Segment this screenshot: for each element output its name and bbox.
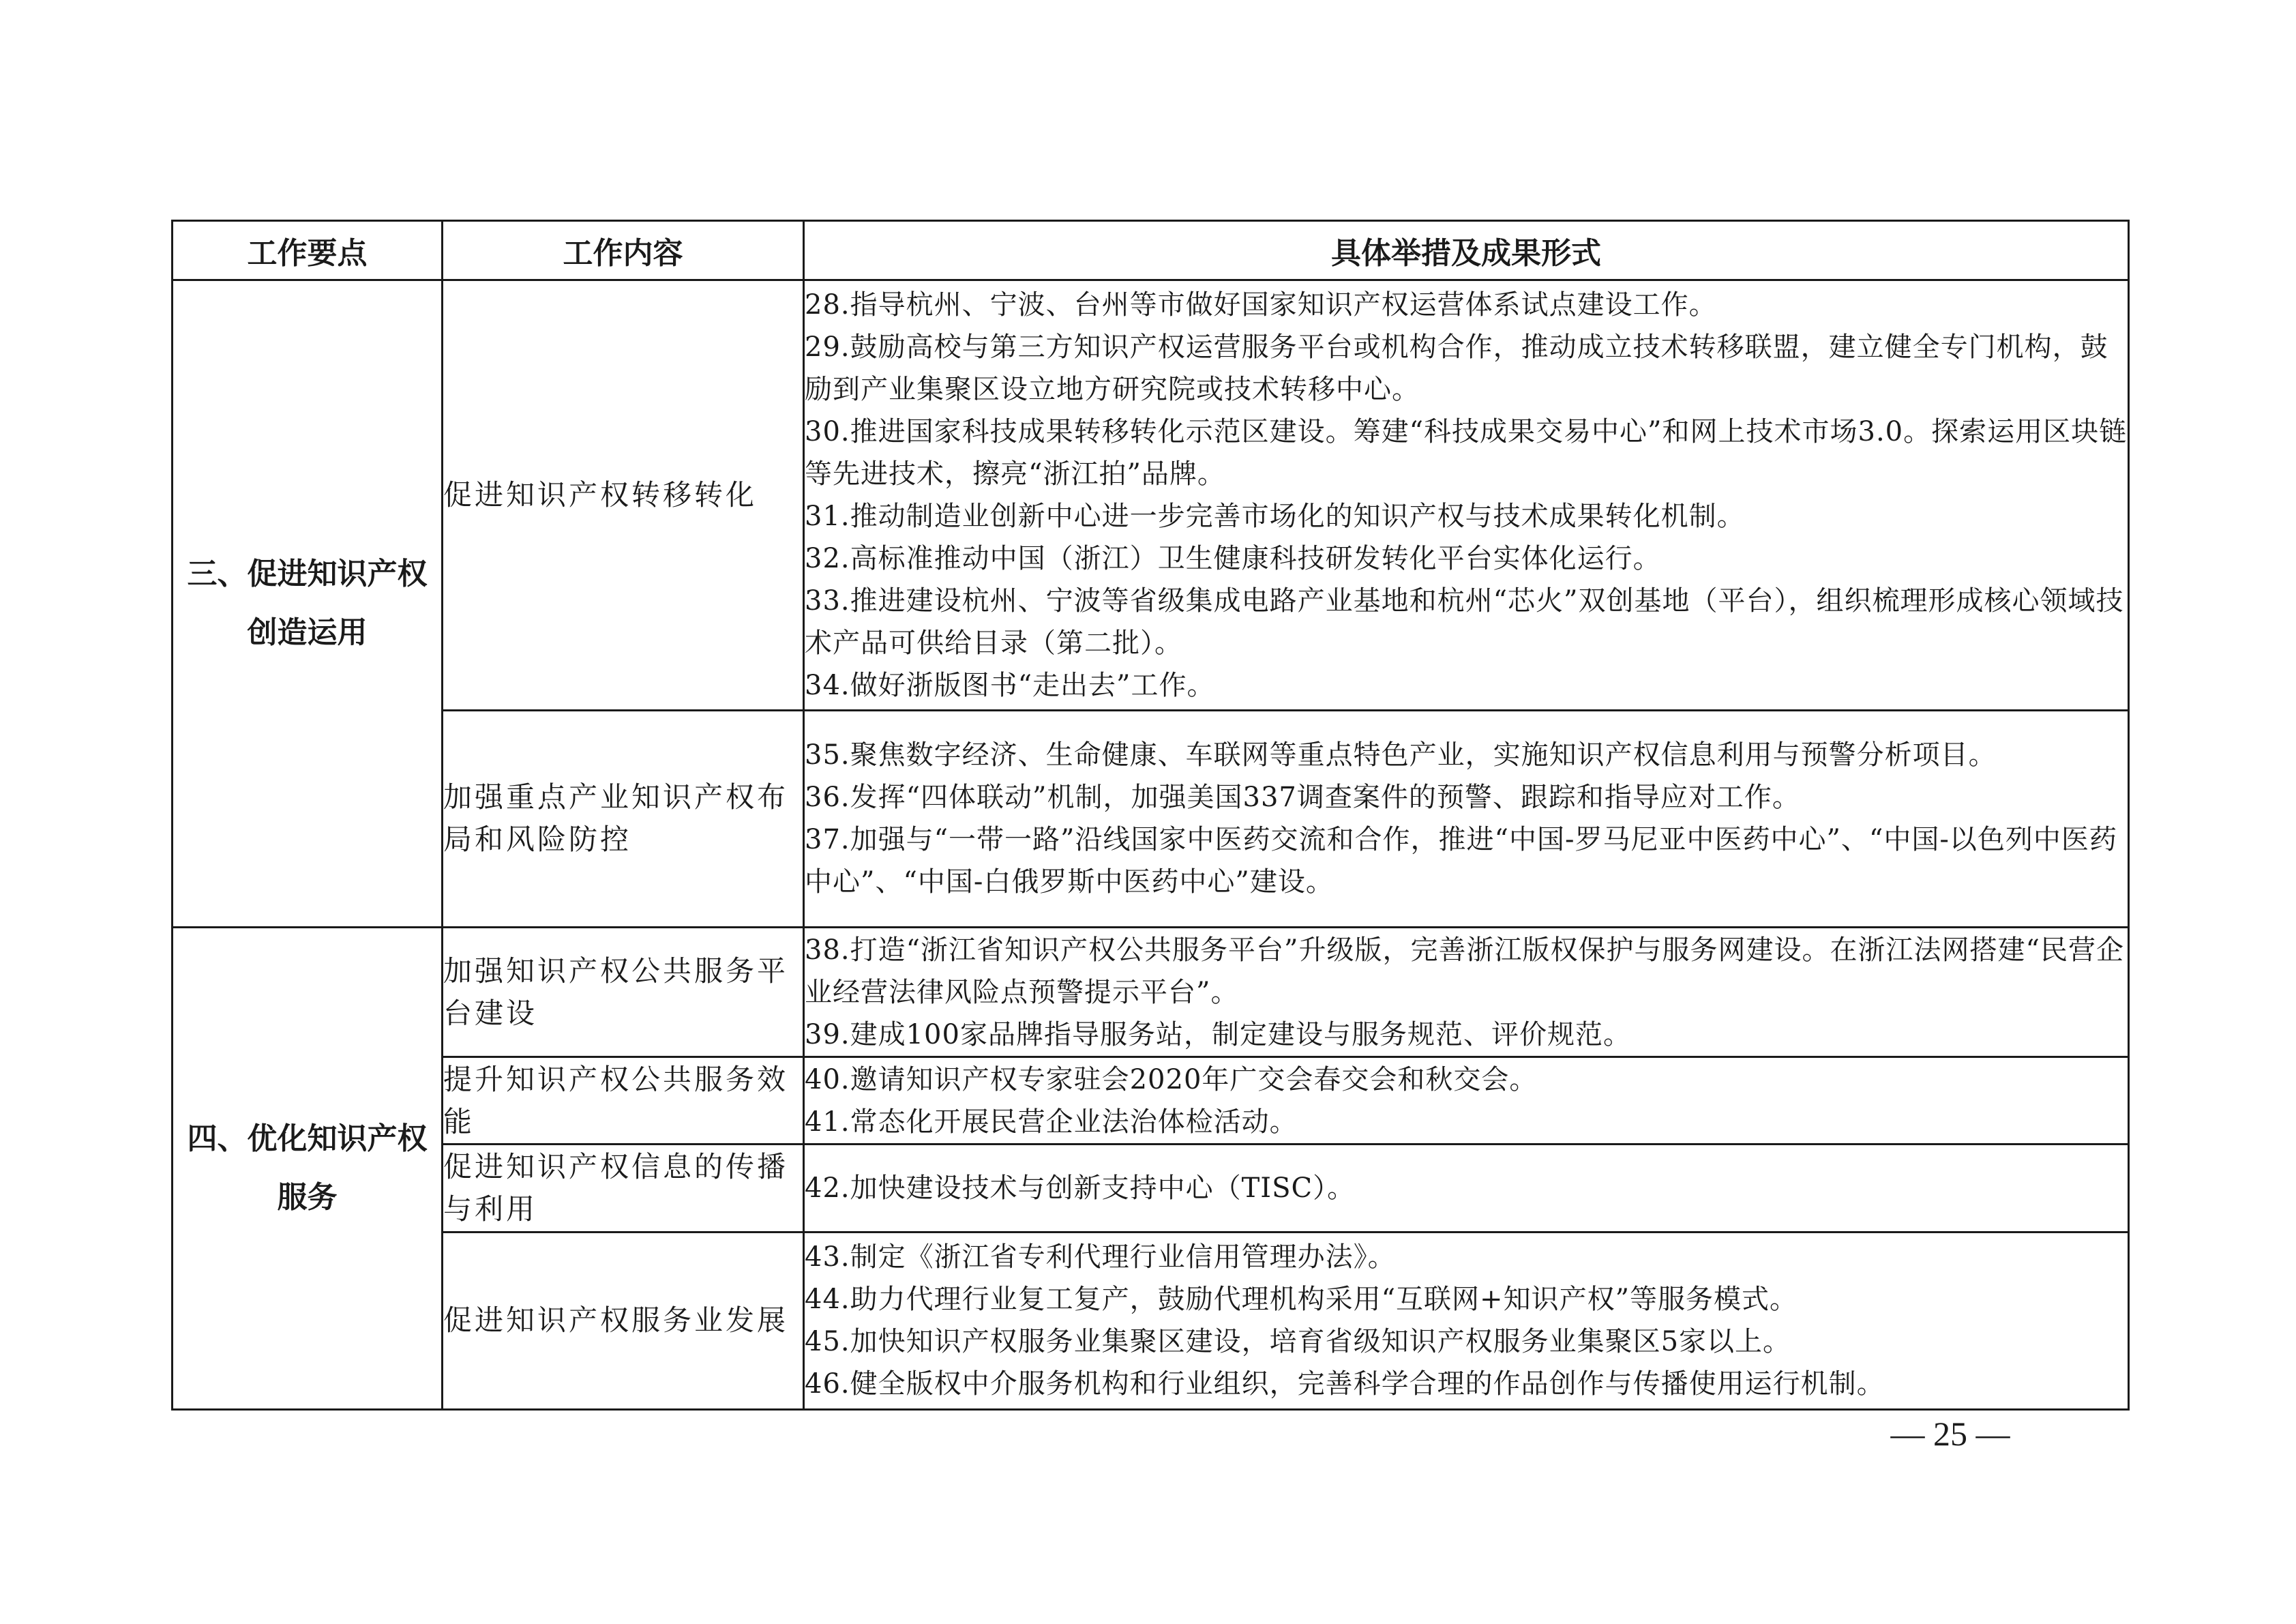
measure-item: 32.高标准推动中国（浙江）卫生健康科技研发转化平台实体化运行。	[805, 542, 1661, 574]
measure-item: 30.推进国家科技成果转移转化示范区建设。筹建“科技成果交易中心”和网上技术市场3.0。探索运用区块链等先进技术，擦亮“浙江拍”品牌。	[805, 415, 2128, 490]
measure-item: 35.聚焦数字经济、生命健康、车联网等重点特色产业，实施知识产权信息利用与预警分析项目。	[805, 739, 1997, 771]
measure-item: 42.加快建设技术与创新支持中心（TISC）。	[805, 1172, 1356, 1205]
table-row	[173, 280, 2129, 711]
table-row	[173, 1232, 2129, 1409]
measure-item: 31.推动制造业创新中心进一步完善市场化的知识产权与技术成果转化机制。	[805, 500, 1745, 532]
table-row	[173, 1057, 2129, 1145]
measure-item: 46.健全版权中介服务机构和行业组织，完善科学合理的作品创作与传播使用运行机制。	[805, 1368, 1885, 1400]
work-content-cell: 加强重点产业知识产权布局和风险防控	[443, 710, 804, 927]
table-header-row	[173, 221, 2129, 280]
work-content-cell: 促进知识产权转移转化	[443, 280, 804, 711]
measures-cell	[804, 710, 2129, 927]
measure-item: 37.加强与“一带一路”沿线国家中医药交流和合作，推进“中国-罗马尼亚中医药中心”、“中国-以色列中医药中心”、“中国-白俄罗斯中医药中心”建设。	[805, 824, 2117, 898]
measure-item: 41.常态化开展民营企业法治体检活动。	[805, 1106, 1298, 1138]
measure-item: 40.邀请知识产权专家驻会2020年广交会春交会和秋交会。	[805, 1063, 1538, 1095]
header-work-point: 工作要点	[173, 221, 443, 280]
measure-item: 43.制定《浙江省专利代理行业信用管理办法》。	[805, 1241, 1396, 1273]
measures-table	[171, 220, 2130, 1411]
measures-cell	[804, 1057, 2129, 1145]
measures-cell	[804, 928, 2129, 1057]
measure-item: 33.推进建设杭州、宁波等省级集成电路产业基地和杭州“芯火”双创基地（平台），组织梳理形成核心领域技术产品可供给目录（第二批）。	[805, 585, 2124, 659]
table-row	[173, 710, 2129, 927]
measures-cell	[804, 1232, 2129, 1409]
measure-item: 28.指导杭州、宁波、台州等市做好国家知识产权运营体系试点建设工作。	[805, 289, 1717, 321]
measure-item: 29.鼓励高校与第三方知识产权运营服务平台或机构合作，推动成立技术转移联盟，建立健全专门机构，鼓励到产业集聚区设立地方研究院或技术转移中心。	[805, 331, 2108, 405]
work-point-cell: 四、优化知识产权服务	[173, 928, 443, 1410]
measure-item: 38.打造“浙江省知识产权公共服务平台”升级版，完善浙江版权保护与服务网建设。在浙江法网搭建“民营企业经营法律风险点预警提示平台”。	[805, 934, 2124, 1008]
header-work-content: 工作内容	[443, 221, 804, 280]
work-content-cell: 加强知识产权公共服务平台建设	[443, 928, 804, 1057]
work-point-cell: 三、促进知识产权创造运用	[173, 280, 443, 928]
measures-cell	[804, 280, 2129, 711]
measure-item: 39.建成100家品牌指导服务站，制定建设与服务规范、评价规范。	[805, 1018, 1631, 1050]
work-content-cell: 促进知识产权服务业发展	[443, 1232, 804, 1409]
work-content-cell: 促进知识产权信息的传播与利用	[443, 1145, 804, 1232]
table-row	[173, 1145, 2129, 1232]
measure-item: 34.做好浙版图书“走出去”工作。	[805, 669, 1215, 701]
page-number: — 25 —	[1890, 1415, 2010, 1453]
measures-cell	[804, 1145, 2129, 1232]
measure-item: 45.加快知识产权服务业集聚区建设，培育省级知识产权服务业集聚区5家以上。	[805, 1326, 1791, 1358]
work-content-cell: 提升知识产权公共服务效能	[443, 1057, 804, 1145]
measure-item: 36.发挥“四体联动”机制，加强美国337调查案件的预警、跟踪和指导应对工作。	[805, 782, 1800, 814]
header-measures: 具体举措及成果形式	[804, 221, 2129, 280]
measure-item: 44.助力代理行业复工复产，鼓励代理机构采用“互联网+知识产权”等服务模式。	[805, 1284, 1798, 1316]
table-row	[173, 928, 2129, 1057]
